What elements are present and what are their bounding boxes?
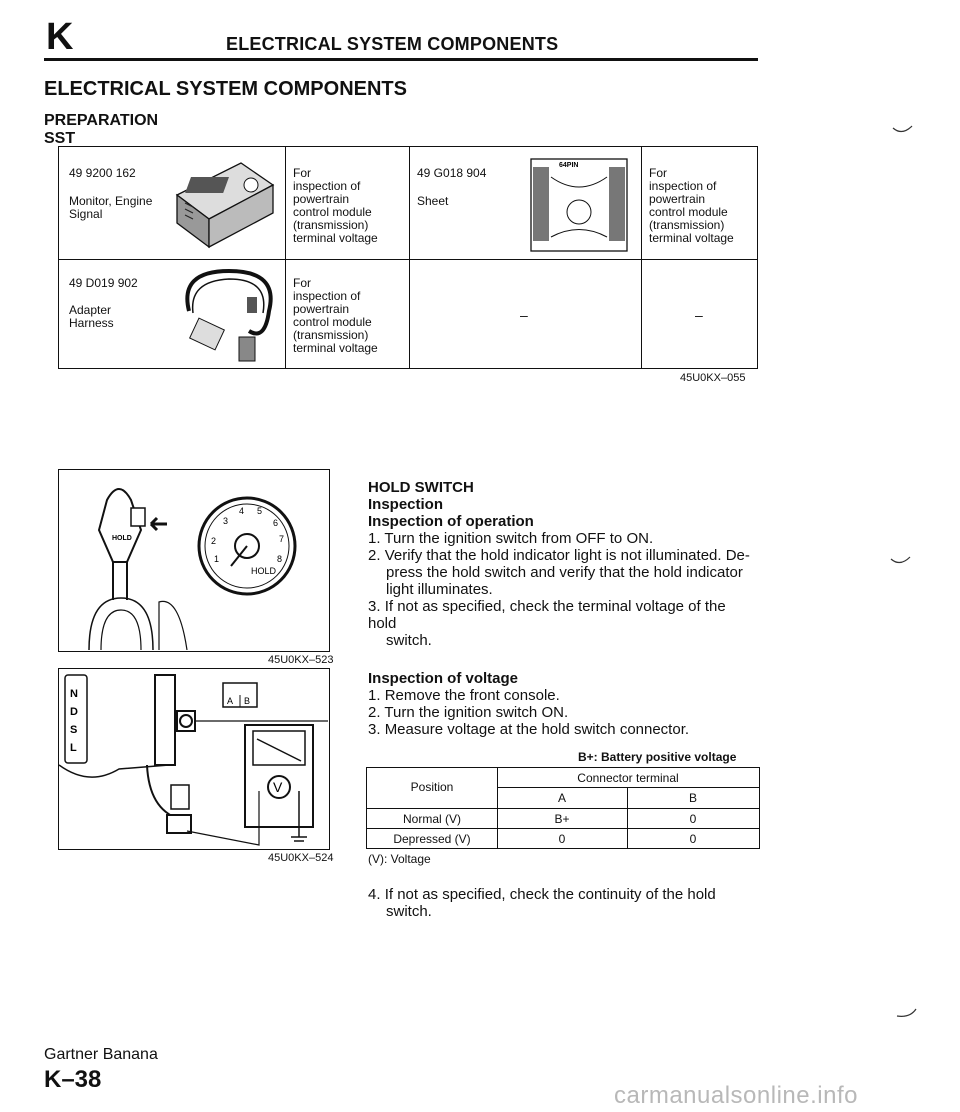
section-letter: K [46, 16, 74, 58]
hold-switch-heading: HOLD SWITCH Inspection Inspection of operation [368, 479, 534, 530]
op-step-1: 1. Turn the ignition switch from OFF to ON. [368, 530, 654, 547]
tool3-name: Adapter Harness [69, 303, 114, 330]
svg-text:D: D [70, 706, 78, 718]
col-a: A [557, 791, 566, 805]
tool2-description: For inspection of powertrain control module (transmission) terminal voltage [649, 166, 734, 245]
col-b: B [688, 791, 697, 805]
section-title: ELECTRICAL SYSTEM COMPONENTS [44, 78, 407, 100]
svg-text:1: 1 [214, 554, 220, 564]
step-4: 4. If not as specified, check the continuity of the hold switch. [368, 886, 716, 920]
svg-text:8: 8 [277, 554, 283, 564]
shifter-figure [58, 469, 330, 652]
op-step-3: 3. If not as specified, check the terminal voltage of the hold switch. [368, 598, 726, 649]
subsection-line1: PREPARATION [44, 112, 159, 129]
watermark: carmanualsonline.info [614, 1082, 858, 1109]
margin-mark-icon [892, 124, 914, 138]
tool1-part-no: 49 9200 162 [69, 166, 136, 180]
tool2-part-no: 49 G018 904 [417, 166, 487, 180]
page-number: K–38 [44, 1066, 102, 1093]
figure-code: 45U0KX–055 [680, 372, 746, 384]
svg-text:S: S [70, 724, 78, 736]
svg-text:2: 2 [211, 536, 217, 546]
test-sheet-icon [529, 157, 629, 253]
volt-step-1: 1. Remove the front console. [368, 687, 560, 704]
header-title: ELECTRICAL SYSTEM COMPONENTS [226, 34, 559, 54]
margin-mark-icon [896, 1008, 918, 1022]
shift-lever-illustration [59, 470, 328, 650]
svg-text:V: V [273, 779, 283, 795]
adapter-harness-icon [169, 261, 281, 367]
svg-text:HOLD: HOLD [112, 535, 132, 542]
tool1-name: Monitor, Engine Signal [69, 194, 153, 221]
table-row-pos: Normal (V) [402, 812, 461, 826]
tool1-description: For inspection of powertrain control module (transmission) terminal voltage [293, 166, 378, 245]
voltage-table [366, 767, 760, 849]
table-row-b: 0 [689, 812, 697, 826]
table-row-a: B+ [554, 812, 570, 826]
svg-text:6: 6 [273, 518, 279, 528]
svg-text:4: 4 [239, 506, 245, 516]
col-connector-terminal: Connector terminal [577, 771, 679, 785]
sst-table [58, 146, 758, 369]
table-row-b: 0 [689, 832, 697, 846]
svg-text:A: A [227, 696, 234, 706]
svg-text:5: 5 [257, 506, 263, 516]
margin-mark-icon [890, 555, 912, 569]
svg-text:HOLD: HOLD [251, 566, 277, 576]
svg-text:64PIN: 64PIN [559, 162, 579, 169]
svg-text:L: L [70, 742, 77, 754]
subsection-line2: SST [44, 130, 76, 147]
figure-code: 45U0KX–524 [268, 852, 334, 864]
empty-cell-dash: – [695, 307, 703, 323]
meter-figure [58, 668, 330, 850]
table-row-a: 0 [558, 832, 566, 846]
svg-text:B: B [244, 696, 251, 706]
empty-cell-dash: – [520, 307, 528, 323]
tool3-part-no: 49 D019 902 [69, 276, 138, 290]
volt-step-3: 3. Measure voltage at the hold switch connector. [368, 721, 690, 738]
svg-text:3: 3 [223, 516, 229, 526]
figure-code: 45U0KX–523 [268, 654, 334, 666]
voltage-heading: Inspection of voltage [368, 670, 519, 687]
col-position: Position [410, 780, 454, 794]
header-rule [44, 58, 758, 61]
table-note: B+: Battery positive voltage [578, 750, 737, 764]
svg-text:7: 7 [279, 534, 285, 544]
voltmeter-illustration [59, 669, 328, 848]
engine-signal-monitor-icon [169, 155, 279, 251]
svg-text:N: N [70, 688, 78, 700]
tool2-name: Sheet [417, 194, 449, 208]
op-step-2: 2. Verify that the hold indicator light is not illuminated. De- press the hold switch and verify that the hold indicator light illuminates. [368, 547, 750, 598]
volt-step-2: 2. Turn the ignition switch ON. [368, 704, 569, 721]
subsection-title [44, 112, 158, 148]
table-legend: (V): Voltage [368, 852, 431, 866]
table-row-pos: Depressed (V) [393, 832, 471, 846]
footer-brand: Gartner Banana [44, 1046, 158, 1063]
tool3-description: For inspection of powertrain control module (transmission) terminal voltage [293, 276, 378, 355]
